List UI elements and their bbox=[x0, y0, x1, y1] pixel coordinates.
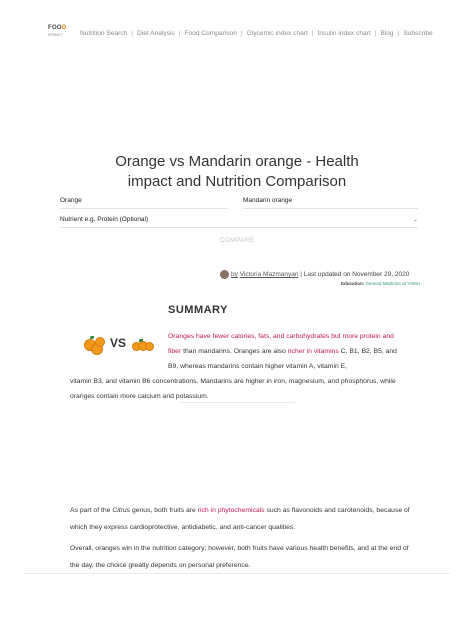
nav-separator: | bbox=[374, 29, 377, 37]
page-title-line1: Orange vs Mandarin orange - Health bbox=[115, 153, 359, 170]
nav-link-blog[interactable]: Blog bbox=[380, 29, 394, 37]
author-line bbox=[231, 270, 409, 279]
fruit-comparison-image bbox=[84, 332, 156, 356]
nav-links bbox=[80, 30, 433, 37]
page-title-line2: impact and Nutrition Comparison bbox=[127, 173, 347, 190]
body-paragraph-1 bbox=[70, 502, 410, 536]
orange-icon bbox=[95, 337, 105, 347]
food2-input[interactable]: Mandarin orange bbox=[243, 194, 418, 209]
nutrient-select-placeholder: Nutrient e.g. Protein (Optional) bbox=[60, 216, 149, 223]
nutrient-select[interactable] bbox=[60, 213, 418, 228]
nav-link-diet-analysis[interactable]: Diet Analysis bbox=[137, 29, 175, 37]
logo-text-bottom: STRUCT bbox=[48, 33, 63, 37]
summary-text-1: than mandarins. Oranges are also bbox=[181, 348, 288, 355]
nav-separator: | bbox=[311, 29, 314, 37]
nav-separator: | bbox=[178, 29, 181, 37]
education-value[interactable]: General Medicine at YSMU bbox=[365, 281, 420, 286]
summary-paragraph-2: vitamin B3, and vitamin B6 concentrations. Mandarins are higher in iron, magnesium, and phosphorus, while oranges contain more calcium and potassium. bbox=[70, 378, 396, 400]
author-by: by bbox=[231, 271, 238, 278]
summary-paragraph-1 bbox=[168, 329, 408, 374]
body-text-a: As part of the bbox=[70, 507, 113, 514]
updated-date: Last updated on November 29, 2020 bbox=[303, 271, 410, 278]
body-link[interactable]: rich in phytochemicals bbox=[197, 507, 265, 514]
nav-link-insulin-index[interactable]: Insulin index chart bbox=[317, 29, 371, 37]
education-line bbox=[341, 281, 420, 286]
summary-link-1[interactable]: Oranges have fewer calories, fats, and carbohydrates but more protein and fiber bbox=[168, 333, 394, 355]
food1-input[interactable]: Orange bbox=[60, 194, 228, 209]
divider bbox=[179, 402, 295, 403]
summary-link-2[interactable]: richer in vitamins bbox=[287, 348, 339, 355]
body-paragraph-2: Overall, oranges win in the nutrition category; however, both fruits have various health benefits, and at the end of the day, the choice greatly depends on personal preference. bbox=[70, 545, 409, 569]
avatar bbox=[220, 270, 229, 279]
nav-separator: | bbox=[397, 29, 400, 37]
compare-button[interactable]: COMPARE bbox=[219, 237, 255, 244]
page-title bbox=[0, 152, 474, 192]
summary-text-2: C, B1, B2, B5, and B9, whereas mandarins contain higher vitamin A, vitamin E, bbox=[168, 348, 397, 370]
nav-separator: | bbox=[131, 29, 133, 37]
nav-separator: | bbox=[240, 29, 243, 37]
nav-link-subscribe[interactable]: Subscribe bbox=[403, 29, 433, 37]
logo-text-top: FOOD bbox=[48, 25, 67, 31]
vs-label: VS bbox=[110, 336, 127, 350]
nav-link-food-comparison[interactable]: Food Comparison bbox=[184, 29, 237, 37]
leaf-icon bbox=[90, 336, 94, 339]
author-link[interactable]: Victoria Mazmanyan bbox=[239, 271, 299, 278]
mandarin-icon bbox=[145, 342, 154, 351]
site-logo[interactable] bbox=[48, 25, 72, 41]
chevron-down-icon: ⌄ bbox=[412, 217, 418, 223]
body-text-c: such as flavonoids and carotenoids, because of which they express cardioprotective, antidiabetic, and anti-cancer qualities. bbox=[70, 507, 410, 531]
top-nav bbox=[48, 25, 468, 41]
bottom-divider bbox=[24, 573, 450, 574]
body-italic: Citrus bbox=[112, 507, 131, 514]
author-block bbox=[220, 270, 420, 290]
nav-link-glycemic-index[interactable]: Glycemic index chart bbox=[246, 29, 308, 37]
nav-link-nutrition-search[interactable]: Nutrition Search bbox=[80, 29, 128, 37]
summary-heading: SUMMARY bbox=[168, 304, 228, 316]
author-separator: | bbox=[300, 271, 302, 278]
body-text-b: genus, both fruits are bbox=[130, 507, 198, 514]
leaf-icon bbox=[139, 339, 143, 342]
education-label: Education: bbox=[341, 281, 365, 286]
